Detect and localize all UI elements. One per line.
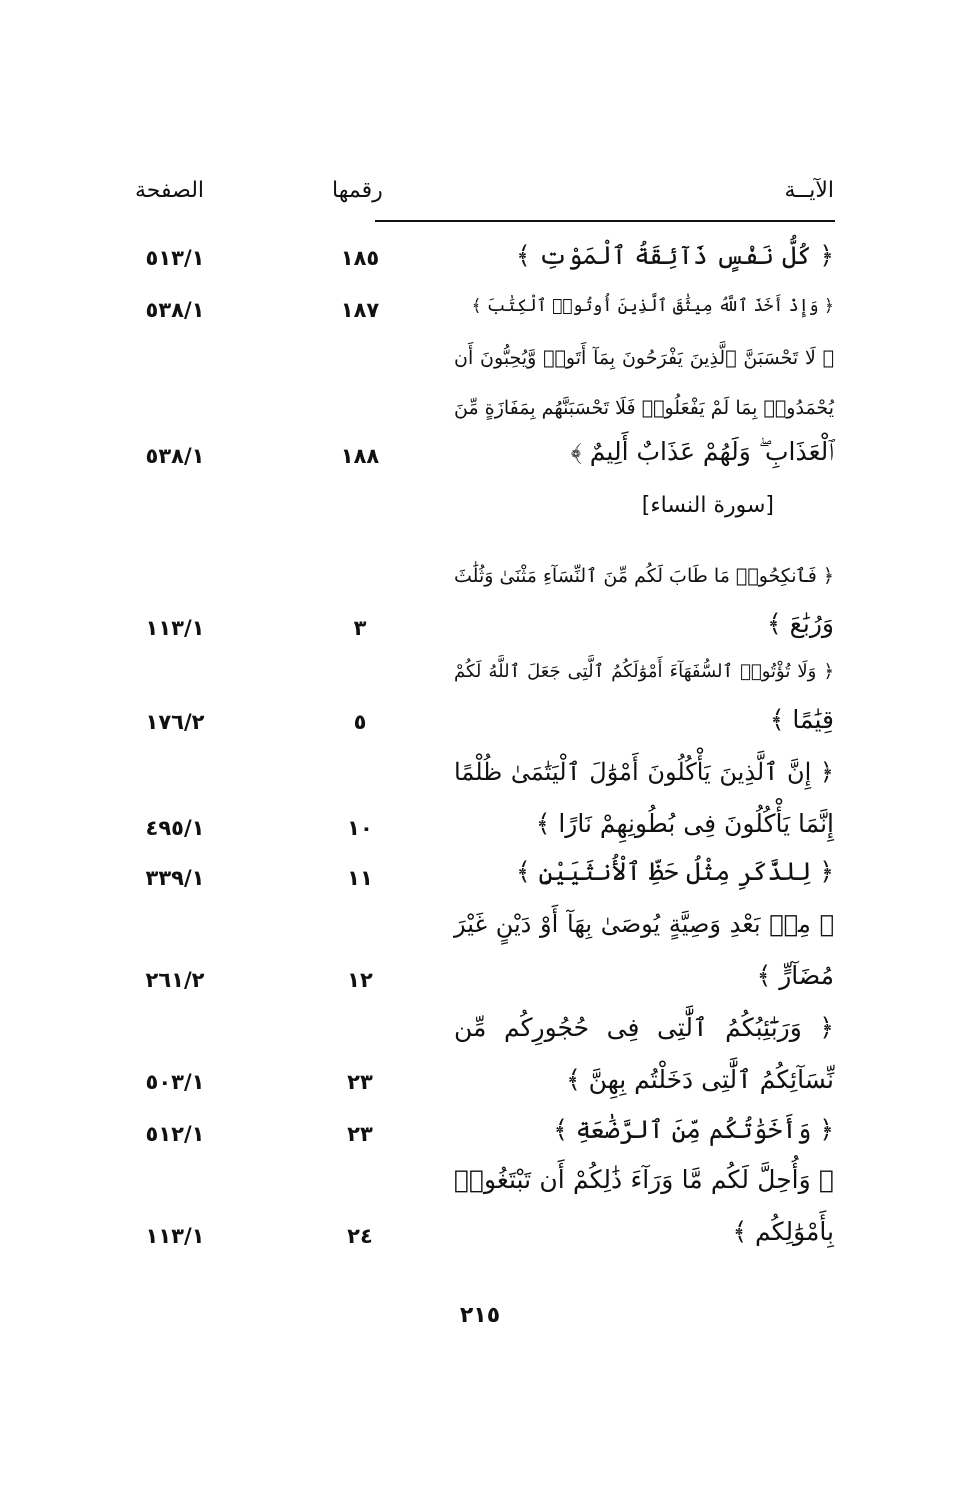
ayah-text-line: ﴿ إِنَّ ٱلَّذِينَ يَأْكُلُونَ أَمْوَٰلَ ٱلْيَتَٰمَىٰ ظُلْمًا bbox=[454, 758, 834, 786]
ayah-text-line: وَرُبَٰعَ ﴾ bbox=[766, 609, 834, 638]
ayah-number: ٢٣ bbox=[347, 1070, 373, 1094]
page-reference: ١١٣/١ bbox=[145, 616, 205, 640]
ayah-text-line: نِّسَآئِكُمُ ٱلَّٰتِى دَخَلْتُم بِهِنَّ ﴾ bbox=[566, 1065, 834, 1094]
ayah-text-line: قِيَٰمًا ﴾ bbox=[769, 705, 834, 734]
page-reference: ٢٦١/٢ bbox=[145, 968, 205, 992]
ayah-number: ١١ bbox=[347, 866, 373, 890]
ayah-text-line: إِنَّمَا يَأْكُلُونَ فِى بُطُونِهِمْ نَارًا ﴾ bbox=[535, 809, 834, 838]
ayah-number: ٥ bbox=[353, 710, 367, 734]
ayah-text-line: ﴿ وَإِذْ أَخَذَ ٱللَّهُ مِيثَٰقَ ٱلَّذِينَ أُوتُوا۟ ٱلْكِتَٰبَ ﴾ bbox=[471, 296, 834, 316]
page-reference: ٤٩٥/١ bbox=[145, 816, 205, 840]
ayah-number: ٢٤ bbox=[347, 1224, 373, 1248]
ayah-number: ١٨٨ bbox=[340, 444, 380, 468]
ayah-number: ١٠ bbox=[347, 816, 373, 840]
page-reference: ١١٣/١ bbox=[145, 1224, 205, 1248]
ayah-text-line: ٱلْعَذَابِ ۖ وَلَهُمْ عَذَابٌ أَلِيمٌ ﴾ bbox=[570, 437, 834, 466]
column-header-number: رقمها bbox=[332, 178, 383, 203]
ayah-text-line: مُضَآرٍّ ﴾ bbox=[756, 961, 834, 990]
ayah-text-line: ﴿ فَٱنكِحُوا۟ مَا طَابَ لَكُم مِّنَ ٱلنِّسَآءِ مَثْنَىٰ وَثُلَٰثَ bbox=[454, 565, 834, 587]
ayah-text-line: ﴿ لِلذَّكَرِ مِثْلُ حَظِّ ٱلْأُنثَيَيْنِ ﴾ bbox=[515, 857, 834, 886]
page-reference: ٥٠٣/١ bbox=[145, 1070, 205, 1094]
ayah-text-line: ﴿ لَا تَحْسَبَنَّ ٱلَّذِينَ يَفْرَحُونَ بِمَآ أَتَوا۟ وَّيُحِبُّونَ أَن bbox=[454, 347, 834, 369]
page-reference: ٥١٣/١ bbox=[145, 246, 205, 270]
column-header-ayah: الآيــة bbox=[784, 178, 834, 203]
ayah-text-line: ﴿ وَأُحِلَّ لَكُم مَّا وَرَآءَ ذَٰلِكُمْ أَن تَبْتَغُوا۟ bbox=[454, 1165, 834, 1194]
ayah-number: ١٨٧ bbox=[340, 298, 380, 322]
ayah-text-line: ﴿ كُلُّ نَفْسٍ ذَآئِقَةُ ٱلْمَوْتِ ﴾ bbox=[515, 241, 834, 270]
page-reference: ٥٣٨/١ bbox=[145, 444, 205, 468]
ayah-text-line: يُحْمَدُوا۟ بِمَا لَمْ يَفْعَلُوا۟ فَلَا تَحْسَبَنَّهُم بِمَفَازَةٍ مِّنَ bbox=[454, 397, 834, 419]
page-reference: ١٧٦/٢ bbox=[145, 710, 205, 734]
page-reference: ٣٣٩/١ bbox=[145, 866, 205, 890]
ayah-number: ١٢ bbox=[347, 968, 373, 992]
ayah-text-line: ﴿ مِنۢ بَعْدِ وَصِيَّةٍ يُوصَىٰ بِهَآ أَوْ دَيْنٍ غَيْرَ bbox=[454, 910, 834, 938]
ayah-text-line: ﴿ وَرَبَٰٓئِبُكُمُ ٱلَّٰتِى فِى حُجُورِكُم مِّن bbox=[454, 1013, 834, 1042]
ayah-text-line: ﴿ وَلَا تُؤْتُوا۟ ٱلسُّفَهَآءَ أَمْوَٰلَكُمُ ٱلَّتِى جَعَلَ ٱللَّهُ لَكُمْ bbox=[454, 661, 834, 682]
ayah-text-line: بِأَمْوَٰلِكُم ﴾ bbox=[732, 1217, 834, 1246]
page-reference: ٥٣٨/١ bbox=[145, 298, 205, 322]
column-header-page: الصفحة bbox=[135, 178, 205, 203]
surah-heading: [سورة النساء] bbox=[641, 493, 774, 518]
ayah-text-line: ﴿ وَأَخَوَٰتُكُم مِّنَ ٱلرَّضَٰعَةِ ﴾ bbox=[553, 1115, 834, 1144]
page-number: ٢١٥ bbox=[459, 1303, 501, 1328]
ayah-number: ١٨٥ bbox=[340, 246, 380, 270]
ayah-number: ٢٣ bbox=[347, 1122, 373, 1146]
page-reference: ٥١٢/١ bbox=[145, 1122, 205, 1146]
ayah-number: ٣ bbox=[353, 616, 367, 640]
header-rule bbox=[375, 220, 835, 222]
